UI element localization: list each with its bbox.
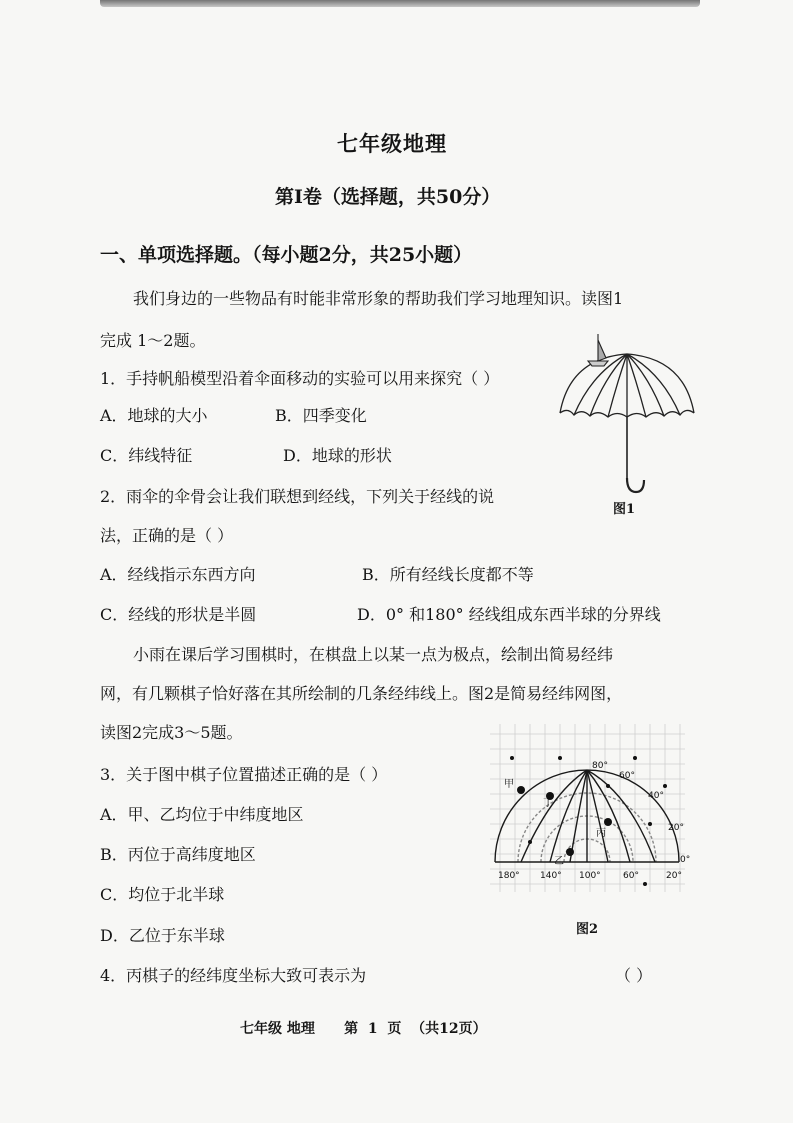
part-title: 第Ⅰ卷（选择题，共50分） xyxy=(275,186,501,208)
q3-option-d: D．乙位于东半球 xyxy=(100,926,225,945)
q2-stem-line1: 2．雨伞的伞骨会让我们联想到经线，下列关于经线的说 xyxy=(100,487,495,506)
q2-option-a: A．经线指示东西方向 xyxy=(100,565,256,584)
figure2-caption: 图2 xyxy=(576,922,599,937)
lon-label-140: 140° xyxy=(540,871,562,881)
q3-option-c: C．均位于北半球 xyxy=(100,885,225,904)
group1-intro-line2: 完成 1～2题。 xyxy=(100,331,206,350)
lon-label-20: 20° xyxy=(666,871,682,881)
lat-label-60: 60° xyxy=(619,771,635,781)
stone-ding-label: 丁 xyxy=(543,798,553,809)
q1-option-d: D．地球的形状 xyxy=(283,446,392,465)
group2-intro-line1: 小雨在课后学习围棋时，在棋盘上以某一点为极点，绘制出简易经纬 xyxy=(133,645,614,664)
q2-option-c: C．经线的形状是半圆 xyxy=(100,605,257,624)
lat-label-20: 20° xyxy=(668,823,684,833)
section-title: 一、单项选择题。（每小题2分，共25小题） xyxy=(100,244,473,266)
q4-answer-paren: （ ） xyxy=(615,966,653,985)
lat-label-40: 40° xyxy=(648,791,664,801)
group2-intro-line2: 网，有几颗棋子恰好落在其所绘制的几条经纬线上。图2是简易经纬网图， xyxy=(100,684,623,703)
scan-top-edge xyxy=(100,0,700,7)
q3-option-b: B．丙位于高纬度地区 xyxy=(100,845,256,864)
q1-option-a: A．地球的大小 xyxy=(100,406,208,425)
q1-option-b: B．四季变化 xyxy=(275,406,367,425)
umbrella-figure xyxy=(552,328,702,498)
q2-option-b: B．所有经线长度都不等 xyxy=(362,565,534,584)
q3-option-a: A．甲、乙均位于中纬度地区 xyxy=(100,805,304,824)
lon-label-100: 100° xyxy=(579,871,601,881)
q2-option-d: D．0° 和180° 经线组成东西半球的分界线 xyxy=(357,605,661,624)
lat-label-80: 80° xyxy=(592,761,608,771)
q4-stem: 4．丙棋子的经纬度坐标大致可表示为 xyxy=(100,966,367,985)
q2-stem-line2: 法，正确的是（ ） xyxy=(100,526,234,545)
q3-stem: 3．关于图中棋子位置描述正确的是（ ） xyxy=(100,765,388,784)
q1-option-c: C．纬线特征 xyxy=(100,446,193,465)
graticule-figure xyxy=(490,724,695,894)
figure1-caption: 图1 xyxy=(613,502,636,517)
group2-intro-line3: 读图2完成3～5题。 xyxy=(100,723,243,742)
page-footer: 七年级 地理 第 1 页 （共12页） xyxy=(240,1021,487,1037)
lon-label-60: 60° xyxy=(623,871,639,881)
q1-stem: 1．手持帆船模型沿着伞面移动的实验可以用来探究（ ） xyxy=(100,369,500,388)
stone-yi-label: 乙 xyxy=(554,856,564,867)
stone-jia-label: 甲 xyxy=(504,779,514,790)
group1-intro-line1: 我们身边的一些物品有时能非常形象的帮助我们学习地理知识。读图1 xyxy=(133,289,624,308)
stone-bing-label: 丙 xyxy=(596,828,606,839)
lon-label-180: 180° xyxy=(498,871,520,881)
lat-label-0: 0° xyxy=(680,855,691,865)
page-title: 七年级地理 xyxy=(337,131,447,156)
